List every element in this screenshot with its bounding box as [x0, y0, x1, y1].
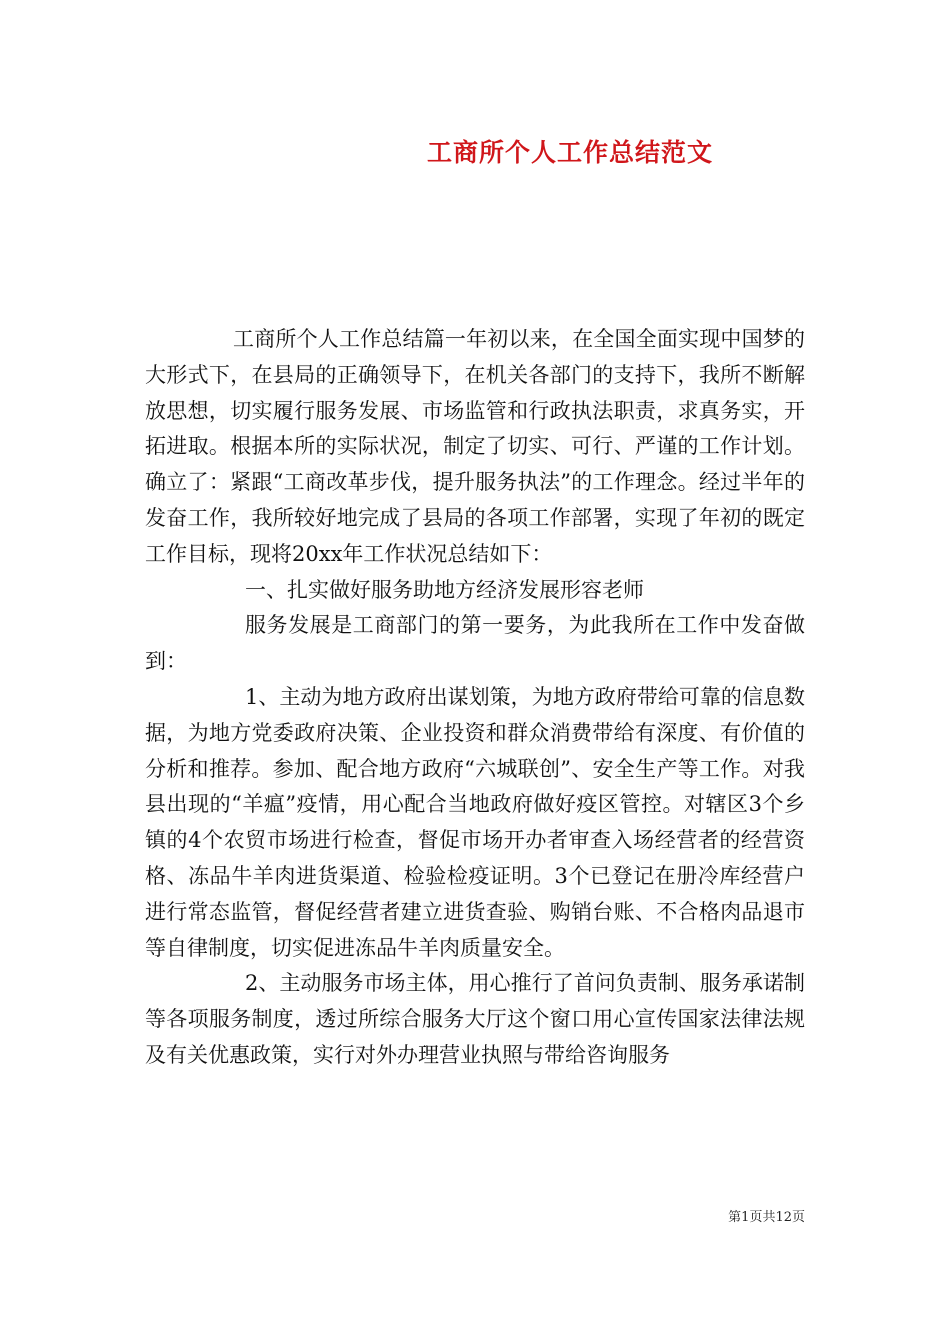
- document-title: 工商所个人工作总结范文: [426, 138, 713, 167]
- paragraph-item-1: 1、主动为地方政府出谋划策，为地方政府带给可靠的信息数据，为地方党委政府决策、企业投资和群众消费带给有深度、有价值的分析和推荐。参加、配合地方政府“六城联创”、安全生产等工作。对我县出现的“羊瘟”疫情，用心配合当地政府做好疫区管控。对辖区3个乡镇的4个农贸市场进行检查，督促市场开办者审查入场经营者的经营资格、冻品牛羊肉进货渠道、检验检疫证明。3个已登记在册冷库经营户进行常态监管，督促经营者建立进货查验、购销台账、不合格肉品退市等自律制度，切实促进冻品牛羊肉质量安全。: [145, 684, 805, 960]
- page-number: 第1页共12页: [728, 1210, 805, 1225]
- paragraph-intro: 工商所个人工作总结篇一年初以来，在全国全面实现中国梦的大形式下，在县局的正确领导下，在机关各部门的支持下，我所不断解放思想，切实履行服务发展、市场监管和行政执法职责，求真务实，开拓进取。根据本所的实际状况，制定了切实、可行、严谨的工作计划。确立了：紧跟“工商改革步伐，提升服务执法”的工作理念。经过半年的发奋工作，我所较好地完成了县局的各项工作部署，实现了年初的既定工作目标，现将20xx年工作状况总结如下：: [145, 327, 805, 566]
- paragraph-service: 服务发展是工商部门的第一要务，为此我所在工作中发奋做到：: [145, 613, 805, 674]
- document-body: [145, 322, 805, 1074]
- section-heading-1: 一、扎实做好服务助地方经济发展形容老师: [245, 577, 644, 602]
- paragraph-item-2: 2、主动服务市场主体，用心推行了首问负责制、服务承诺制等各项服务制度，透过所综合服务大厅这个窗口用心宣传国家法律法规及有关优惠政策，实行对外办理营业执照与带给咨询服务: [145, 971, 805, 1067]
